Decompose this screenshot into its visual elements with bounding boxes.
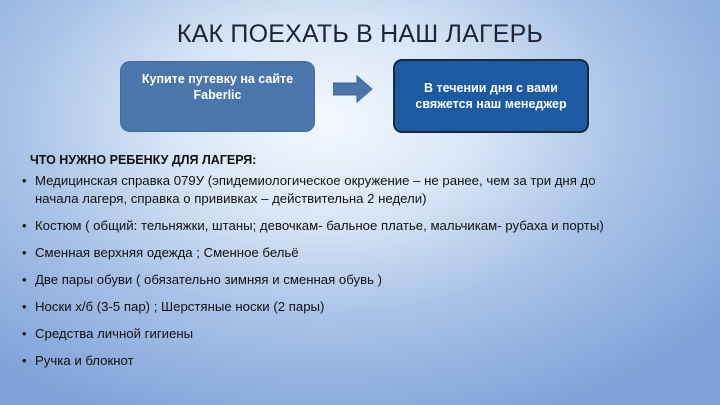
list-item-text: Средства личной гигиены bbox=[35, 326, 194, 341]
bullet: • bbox=[22, 272, 27, 287]
list-item-text: Костюм ( общий: тельняжки, штаны; девочкам- бальное платье, мальчикам- рубаха и порты) bbox=[35, 218, 604, 233]
step-box-manager-contact bbox=[393, 59, 589, 133]
step-box-manager-contact-line2: свяжется наш менеджер bbox=[415, 97, 567, 111]
bullet: • bbox=[22, 173, 27, 188]
list-item bbox=[22, 325, 712, 343]
list-item bbox=[22, 172, 712, 208]
list-item-text: Две пары обуви ( обязательно зимняя и сменная обувь ) bbox=[35, 272, 383, 287]
step-box-manager-contact-line1: В течении дня с вами bbox=[424, 81, 558, 95]
step-box-buy-voucher bbox=[121, 62, 314, 131]
list-item bbox=[22, 244, 712, 262]
slide-title: КАК ПОЕХАТЬ В НАШ ЛАГЕРЬ bbox=[176, 20, 544, 48]
step-box-buy-voucher-line1: Купите путевку на сайте bbox=[141, 72, 294, 86]
list-item-text: Сменная верхняя одежда ; Сменное бельё bbox=[35, 245, 299, 260]
step-box-buy-voucher-line2: Faberlic bbox=[193, 88, 242, 102]
list-item bbox=[22, 217, 712, 235]
list-item bbox=[22, 271, 712, 289]
list-item bbox=[22, 352, 712, 370]
checklist bbox=[22, 172, 712, 370]
list-item-text: Медицинская справка 079У (эпидемиологическое окружение – не ранее, чем за три дня до bbox=[35, 173, 596, 188]
list-item-text-cont: начала лагеря, справка о прививках – действительна 2 недели) bbox=[35, 191, 427, 206]
bullet: • bbox=[22, 353, 27, 368]
checklist-heading: ЧТО НУЖНО РЕБЕНКУ ДЛЯ ЛАГЕРЯ: bbox=[30, 153, 257, 167]
list-item-text: Носки х/б (3-5 пар) ; Шерстяные носки (2 пары) bbox=[35, 299, 325, 314]
bullet: • bbox=[22, 326, 27, 341]
bullet: • bbox=[22, 299, 27, 314]
bullet: • bbox=[22, 245, 27, 260]
right-arrow-icon bbox=[333, 75, 373, 103]
list-item-text: Ручка и блокнот bbox=[35, 353, 134, 368]
list-item bbox=[22, 298, 712, 316]
bullet: • bbox=[22, 218, 27, 233]
